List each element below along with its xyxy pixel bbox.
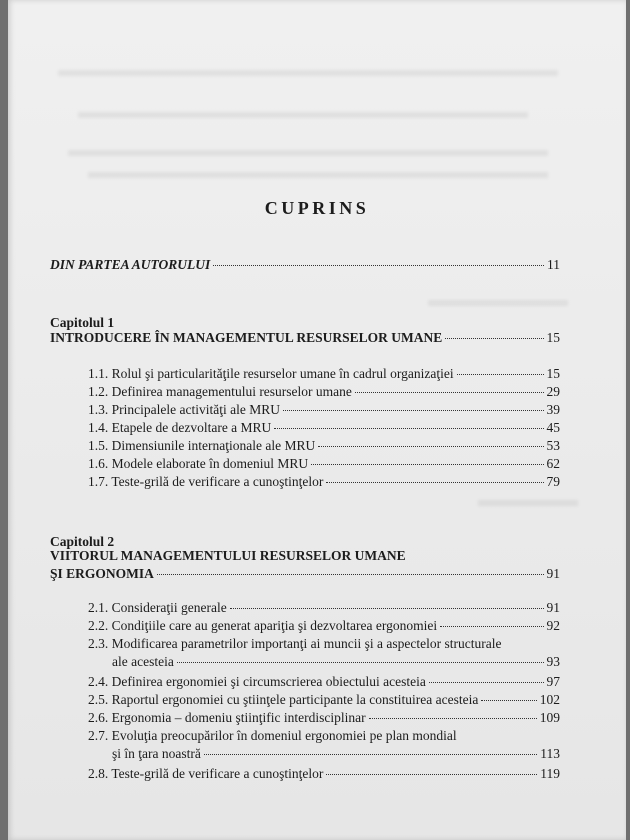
- chapter-title-line2: ŞI ERGONOMIA: [50, 566, 154, 581]
- toc-entry-preface: [50, 257, 560, 273]
- dot-leader: [440, 626, 543, 627]
- section-title: 1.6. Modele elaborate în domeniul MRU: [88, 456, 309, 471]
- dot-leader: [481, 700, 536, 701]
- section-title: 2.1. Consideraţii generale: [88, 600, 227, 615]
- dot-leader: [204, 754, 537, 755]
- toc-chapter-1: [50, 330, 560, 346]
- dot-leader: [157, 574, 544, 575]
- book-page: [8, 0, 626, 840]
- toc-page-number: 113: [540, 746, 560, 761]
- toc-page-number: 53: [546, 438, 560, 453]
- toc-section: [88, 600, 560, 616]
- dot-leader: [355, 392, 544, 393]
- page-title: CUPRINS: [264, 198, 370, 218]
- toc-page-number: 97: [546, 674, 560, 689]
- toc-section: [112, 746, 560, 762]
- toc-section: [88, 402, 560, 418]
- section-title-cont: şi în ţara noastră: [112, 746, 201, 761]
- section-title: 1.3. Principalele activităţi ale MRU: [88, 402, 280, 417]
- dot-leader: [311, 464, 543, 465]
- chapter-title-line1: VIITORUL MANAGEMENTULUI RESURSELOR UMANE: [50, 548, 406, 563]
- dot-leader: [283, 410, 544, 411]
- toc-section: [88, 366, 560, 382]
- section-title-cont: ale acesteia: [112, 654, 174, 669]
- dot-leader: [445, 338, 543, 339]
- toc-entry-title: DIN PARTEA AUTORULUI: [50, 257, 211, 272]
- dot-leader: [326, 482, 543, 483]
- dot-leader: [274, 428, 543, 429]
- section-title: 2.8. Teste-grilă de verificare a cunoştinţelor: [88, 766, 324, 781]
- dot-leader: [326, 774, 537, 775]
- toc-page-number: 62: [546, 456, 560, 471]
- dot-leader: [429, 682, 544, 683]
- toc-page-number: 29: [546, 384, 560, 399]
- bleed-through: [478, 500, 578, 506]
- toc-section: [88, 618, 560, 634]
- toc-page-number: 91: [546, 566, 560, 581]
- section-title: 2.6. Ergonomia – domeniu ştiinţific interdisciplinar: [88, 710, 366, 725]
- section-title: 1.7. Teste-grilă de verificare a cunoştinţelor: [88, 474, 324, 489]
- section-title: 1.5. Dimensiunile internaţionale ale MRU: [88, 438, 316, 453]
- toc-page-number: 45: [546, 420, 560, 435]
- toc-section: [88, 384, 560, 400]
- toc-section: [88, 456, 560, 472]
- section-title: 1.2. Definirea managementului resurselor umane: [88, 384, 352, 399]
- chapter-label: Capitolul 1: [50, 315, 115, 330]
- dot-leader: [457, 374, 544, 375]
- dot-leader: [177, 662, 544, 663]
- toc-page-number: 39: [546, 402, 560, 417]
- toc-section: [88, 438, 560, 454]
- section-title: 2.4. Definirea ergonomiei şi circumscrierea obiectului acesteia: [88, 674, 426, 689]
- section-title: 2.2. Condiţiile care au generat apariţia şi dezvoltarea ergonomiei: [88, 618, 438, 633]
- section-title: 2.3. Modificarea parametrilor importanţi ai muncii şi a aspectelor structurale: [88, 636, 502, 651]
- toc-section: [88, 674, 560, 690]
- toc-chapter-2: [50, 566, 560, 582]
- bleed-through: [88, 172, 548, 178]
- chapter-title: INTRODUCERE ÎN MANAGEMENTUL RESURSELOR UMANE: [50, 330, 443, 345]
- toc-section: [88, 692, 560, 708]
- toc-page-number: 119: [540, 766, 560, 781]
- toc-page-number: 11: [547, 257, 560, 272]
- toc-section: [88, 420, 560, 436]
- toc-page-number: 102: [539, 692, 560, 707]
- bleed-through: [68, 150, 548, 156]
- toc-page-number: 92: [546, 618, 560, 633]
- toc-page-number: 91: [546, 600, 560, 615]
- toc-page-number: 15: [546, 330, 560, 345]
- toc-section: [88, 474, 560, 490]
- section-title: 2.5. Raportul ergonomiei cu ştiinţele participante la constituirea acesteia: [88, 692, 479, 707]
- dot-leader: [230, 608, 544, 609]
- toc-page-number: 109: [539, 710, 560, 725]
- section-title: 1.1. Rolul şi particularităţile resurselor umane în cadrul organizaţiei: [88, 366, 454, 381]
- toc-section: [88, 766, 560, 782]
- dot-leader: [318, 446, 543, 447]
- toc-section: [88, 710, 560, 726]
- toc-page-number: 15: [546, 366, 560, 381]
- dot-leader: [213, 265, 544, 266]
- bleed-through: [58, 70, 558, 76]
- dot-leader: [369, 718, 537, 719]
- toc-section: [112, 654, 560, 670]
- toc-page-number: 93: [546, 654, 560, 669]
- section-title: 1.4. Etapele de dezvoltare a MRU: [88, 420, 272, 435]
- toc-page-number: 79: [546, 474, 560, 489]
- section-title: 2.7. Evoluţia preocupărilor în domeniul ergonomiei pe plan mondial: [88, 728, 457, 743]
- chapter-label: Capitolul 2: [50, 534, 115, 549]
- bleed-through: [78, 112, 528, 118]
- bleed-through: [428, 300, 568, 306]
